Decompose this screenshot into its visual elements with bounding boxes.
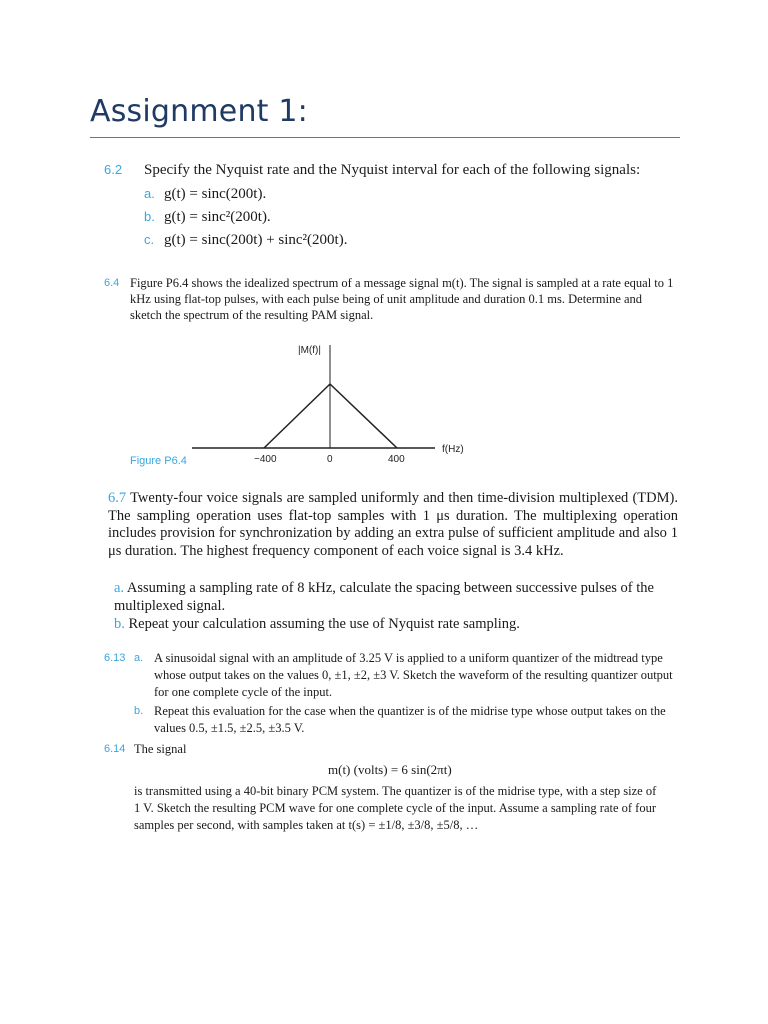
problem-text: Specify the Nyquist rate and the Nyquist interval for each of the following signals: xyxy=(144,162,641,178)
problem-6-2-item-b xyxy=(144,209,271,226)
item-text: Assuming a sampling rate of 8 kHz, calculate the spacing between successive pulses of the multiplexed signal. xyxy=(114,580,654,614)
problem-6-2 xyxy=(104,162,640,179)
problem-6-7-item-a xyxy=(114,580,678,615)
page-title: Assignment 1: xyxy=(90,94,308,129)
problem-text: Figure P6.4 shows the idealized spectrum of a message signal m(t). The signal is sampled at a rate equal to 1 kHz using flat-top pulses, with each pulse being of unit amplitude and duration 0.1 ms. Determine and sketch the spectrum of the resulting PAM signal. xyxy=(130,276,674,322)
item-text: A sinusoidal signal with an amplitude of 3.25 V is applied to a uniform quantizer of the midtread type whose output takes on the values 0, ±1, ±2, ±3 V. Sketch the waveform of the resulting quantizer output for one complete cycle of the input. xyxy=(154,651,673,699)
tick-label: −400 xyxy=(254,454,277,465)
figure-y-label: |M(f)| xyxy=(298,345,321,356)
item-label: a. xyxy=(134,652,144,664)
item-label: b. xyxy=(134,705,144,717)
title-underline xyxy=(90,137,680,138)
problem-text: Twenty-four voice signals are sampled uniformly and then time-division multiplexed (TDM). The sampling operation uses flat-top samples with 1 μs duration. The multiplexing operation includes provision for synchronization by adding an extra pulse of sufficient amplitude and also 1 μs duration. The highest frequency component of each voice signal is 3.4 kHz. xyxy=(108,490,678,560)
item-text: Repeat your calculation assuming the use of Nyquist rate sampling. xyxy=(128,616,520,632)
tick-label: 0 xyxy=(327,454,333,465)
problem-number: 6.13 xyxy=(104,652,126,664)
problem-number: 6.7 xyxy=(108,490,127,506)
problem-number: 6.4 xyxy=(104,277,120,289)
problem-number: 6.2 xyxy=(104,162,123,177)
problem-6-7-item-b xyxy=(114,616,678,634)
item-text: g(t) = sinc²(200t). xyxy=(164,209,271,225)
item-text: g(t) = sinc(200t). xyxy=(164,186,267,202)
problem-6-2-item-a xyxy=(144,186,266,203)
item-label: a. xyxy=(144,186,155,201)
equation: m(t) (volts) = 6 sin(2πt) xyxy=(328,762,452,777)
figure-caption: Figure P6.4 xyxy=(130,455,187,467)
problem-6-2-item-c xyxy=(144,232,347,249)
problem-number: 6.14 xyxy=(104,743,126,755)
item-label: b. xyxy=(144,209,155,224)
problem-6-7 xyxy=(108,490,678,561)
item-label: b. xyxy=(114,616,125,632)
spectrum-figure xyxy=(180,335,480,470)
figure-x-label: f(Hz) xyxy=(442,444,464,455)
item-text: Repeat this evaluation for the case when the quantizer is of the midrise type whose output takes on the values 0.5, ±1.5, ±2.5, ±3.5 V. xyxy=(154,704,666,735)
problem-text: is transmitted using a 40-bit binary PCM system. The quantizer is of the midrise type, with a step size of 1 V. Sketch the resulting PCM wave for one complete cycle of the input. Assume a sampling rate of four samples per second, with samples taken at t(s) = ±1/8, ±3/8, ±5/8, … xyxy=(134,784,657,832)
item-label: c. xyxy=(144,232,155,247)
item-label: a. xyxy=(114,580,125,596)
item-text: g(t) = sinc(200t) + sinc²(200t). xyxy=(164,232,348,248)
tick-label: 400 xyxy=(388,454,405,465)
problem-heading: The signal xyxy=(134,742,187,756)
